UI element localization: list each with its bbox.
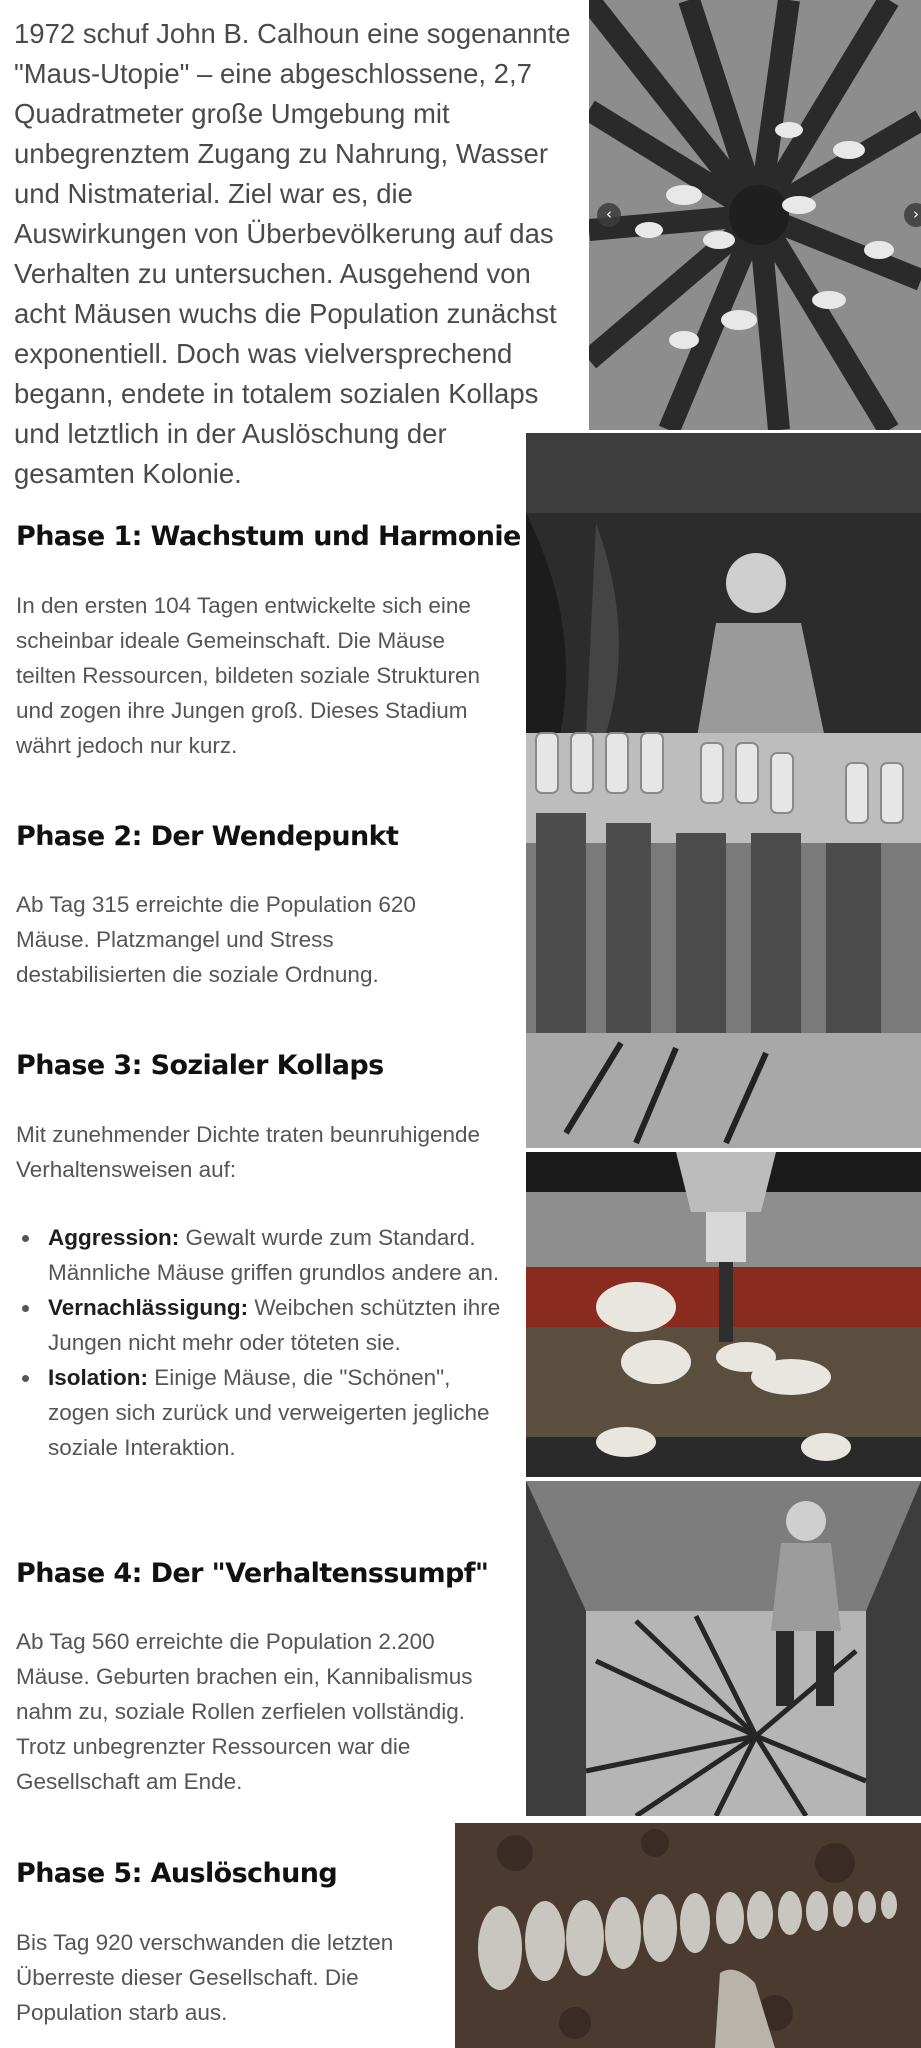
phase-5-body: Bis Tag 920 verschwanden die letzten Überreste dieser Gesellschaft. Die Population starb aus. [16,1930,394,2025]
bullet-term: Aggression: [48,1225,180,1250]
bullet-dot [22,1305,29,1312]
bullet-text: Weibchen schützten ihre Jungen nicht mehr oder töteten sie. [48,1295,501,1355]
photo-scientist-at-enclosure [526,433,921,1148]
bullet-term: Vernachlässigung: [48,1295,249,1320]
photo-mice-on-radial-spokes [589,0,921,430]
list-item [16,1290,516,1360]
phase-2-title: Phase 2: Der Wendepunkt [16,821,399,852]
list-item [16,1360,516,1465]
bullet-text: Einige Mäuse, die "Schönen", zogen sich zurück und verweigerten jegliche soziale Interaktion. [48,1365,490,1460]
bullet-dot [22,1235,29,1242]
intro-paragraph: 1972 schuf John B. Calhoun eine sogenannte "Maus-Utopie" – eine abgeschlossene, 2,7 Quadratmeter große Umgebung mit unbegrenztem Zugang zu Nahrung, Wasser und Nistmaterial. Ziel war es, die Auswirkungen von Überbevölkerung auf das Verhalten zu untersuchen. Ausgehend von acht Mäusen wuchs die Population zunächst exponentiell. Doch was vielversprechend begann, endete in totalem sozialen Kollaps und letztlich in der Auslöschung der gesamten Kolonie. [14,18,571,489]
photo-mice-under-water-bottle [526,1152,921,1477]
behavior-list [16,1220,516,1465]
photo-scientist-inside-enclosure [526,1481,921,1816]
phase-1-body: In den ersten 104 Tagen entwickelte sich eine scheinbar ideale Gemeinschaft. Die Mäuse teilten Ressourcen, bildeten soziale Strukturen und zogen ihre Jungen groß. Dieses Stadium währt jedoch nur kurz. [16,593,481,758]
bullet-text: Gewalt wurde zum Standard. Männliche Mäuse griffen grundlos andere an. [48,1225,500,1285]
carousel-next-icon[interactable]: › [904,203,921,227]
phase-2-body: Ab Tag 315 erreichte die Population 620 Mäuse. Platzmangel und Stress destabilisierten die soziale Ordnung. [16,892,416,987]
list-item [16,1220,516,1290]
phase-3-title: Phase 3: Sozialer Kollaps [16,1050,384,1081]
phase-4-title: Phase 4: Der "Verhaltenssumpf" [16,1558,489,1589]
bullet-term: Isolation: [48,1365,148,1390]
photo-mice-on-soil [455,1823,921,2048]
bullet-dot [22,1375,29,1382]
carousel-prev-icon[interactable]: ‹ [597,203,621,227]
phase-3-body: Mit zunehmender Dichte traten beunruhigende Verhaltensweisen auf: [16,1122,481,1182]
phase-5-title: Phase 5: Auslöschung [16,1858,338,1889]
phase-1-title: Phase 1: Wachstum und Harmonie [16,521,521,552]
phase-4-body: Ab Tag 560 erreichte die Population 2.200 Mäuse. Geburten brachen ein, Kannibalismus nahm zu, soziale Rollen zerfielen vollständig. Trotz unbegrenzter Ressourcen war die Gesellschaft am Ende. [16,1629,473,1794]
